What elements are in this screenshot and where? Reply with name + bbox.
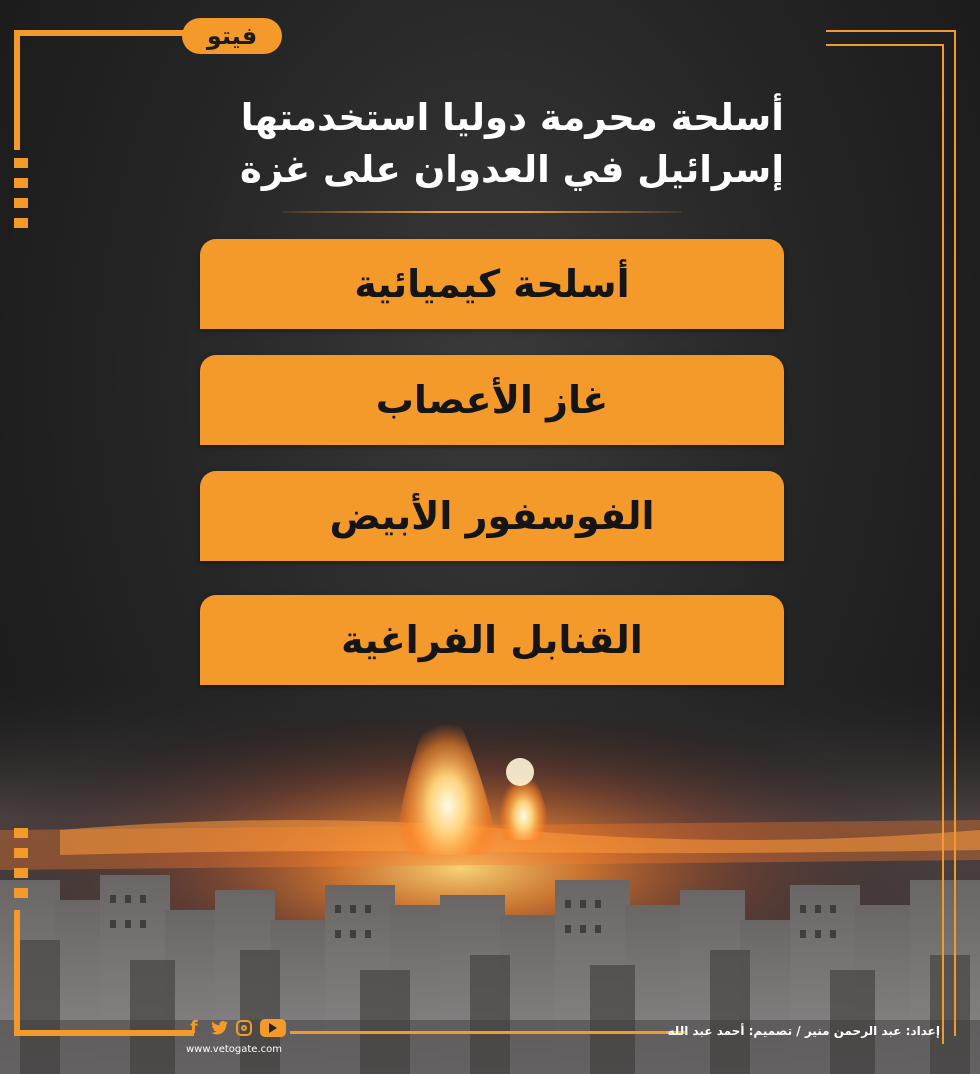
frame-dash (14, 848, 28, 858)
weapon-item (200, 239, 784, 329)
frame-dash (14, 218, 28, 228)
weapon-item-label: الفوسفور الأبيض (329, 494, 655, 538)
frame-dash (14, 158, 28, 168)
youtube-icon[interactable] (260, 1019, 286, 1037)
title-line-1: أسلحة محرمة دوليا استخدمتها (240, 96, 784, 139)
title-divider (282, 211, 682, 213)
weapon-item (200, 595, 784, 685)
frame-dash (14, 828, 28, 838)
weapon-item-label: غاز الأعصاب (375, 378, 609, 422)
frame-left-bottom-line (14, 910, 20, 1036)
frame-dash (14, 178, 28, 188)
city-explosion-photo (0, 680, 980, 1074)
frame-dash (14, 868, 28, 878)
weapon-item-label: أسلحة كيميائية (354, 262, 630, 306)
frame-dash (14, 888, 28, 898)
weapon-item (200, 355, 784, 445)
brand-logo (182, 18, 282, 54)
social-icons (184, 1018, 286, 1038)
website-link[interactable]: www.vetogate.com (186, 1044, 282, 1055)
credits-text: إعداد: عبد الرحمن منير / تصميم: أحمد عبد الله (667, 1024, 940, 1038)
twitter-icon[interactable] (210, 1018, 230, 1038)
page-title (164, 92, 784, 196)
weapon-item-label: القنابل الفراغية (341, 618, 643, 662)
frame-dash (14, 198, 28, 208)
instagram-icon[interactable] (236, 1020, 252, 1036)
weapon-item (200, 471, 784, 561)
frame-bottom-line (14, 1030, 194, 1036)
logo-text: فيتو (206, 22, 258, 50)
title-line-2: إسرائيل في العدوان على غزة (239, 148, 784, 191)
footer-divider (290, 1031, 685, 1034)
facebook-icon[interactable]: f (190, 1018, 198, 1038)
